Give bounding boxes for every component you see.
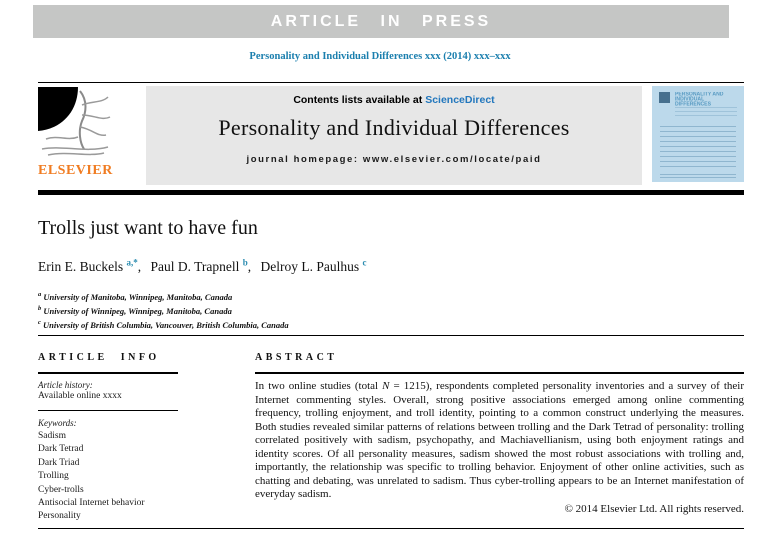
affiliation-c bbox=[38, 317, 289, 331]
abstract-heading: ABSTRACT bbox=[255, 352, 338, 363]
author-2-name: Paul D. Trapnell bbox=[150, 258, 240, 274]
author-1 bbox=[38, 259, 141, 274]
journal-header-box bbox=[146, 86, 642, 185]
abstract-text-prefix: In two online studies (total bbox=[255, 380, 383, 392]
author-2-separator: , bbox=[247, 258, 252, 274]
elsevier-logo-block bbox=[38, 87, 138, 184]
article-history-label: Article history: bbox=[38, 380, 93, 390]
affiliation-c-text: University of British Columbia, Vancouver, British Columbia, Canada bbox=[43, 319, 289, 330]
author-1-separator: , bbox=[137, 258, 142, 274]
author-2 bbox=[150, 259, 251, 274]
author-1-affil-marker[interactable]: a,* bbox=[126, 257, 138, 267]
keyword-item: Trolling bbox=[38, 471, 69, 482]
cover-contents-lines bbox=[660, 126, 736, 170]
article-info-rule bbox=[38, 372, 178, 374]
author-3-name: Delroy L. Paulhus bbox=[260, 258, 360, 274]
author-1-name: Erin E. Buckels bbox=[38, 258, 124, 274]
banner-text: ARTICLE IN PRESS bbox=[270, 12, 492, 30]
keyword-item: Dark Tetrad bbox=[38, 444, 84, 455]
elsevier-tree-icon bbox=[38, 87, 138, 161]
elsevier-wordmark: ELSEVIER bbox=[38, 163, 113, 178]
header-divider-bar bbox=[38, 190, 744, 195]
keywords-rule bbox=[38, 410, 178, 411]
contents-lists-line bbox=[146, 94, 642, 106]
author-2-affil-marker[interactable]: b bbox=[242, 257, 248, 267]
authors-line bbox=[38, 257, 367, 275]
affiliation-c-marker: c bbox=[38, 318, 41, 326]
journal-cover-thumbnail bbox=[652, 86, 744, 182]
keyword-item: Cyber-trolls bbox=[38, 484, 84, 495]
affiliation-a-marker: a bbox=[38, 291, 42, 298]
abstract-n-symbol: N bbox=[382, 380, 390, 392]
author-3 bbox=[261, 259, 367, 274]
cover-footer-lines bbox=[660, 174, 736, 178]
affiliation-b-text: University of Winnipeg, Winnipeg, Manitoba, Canada bbox=[43, 305, 232, 316]
bottom-rule bbox=[38, 528, 744, 529]
affiliation-a bbox=[38, 289, 289, 303]
keyword-item: Dark Triad bbox=[38, 457, 80, 468]
cover-logo-icon bbox=[659, 92, 670, 103]
abstract-text bbox=[255, 380, 744, 502]
journal-citation-line: Personality and Individual Differences xxx (2014) xxx–xxx bbox=[249, 51, 511, 62]
keywords-list bbox=[38, 430, 244, 524]
article-in-press-banner bbox=[33, 5, 729, 38]
sciencedirect-link[interactable]: ScienceDirect bbox=[425, 94, 495, 106]
copyright-line: © 2014 Elsevier Ltd. All rights reserved. bbox=[564, 502, 744, 515]
journal-homepage-link[interactable]: journal homepage: www.elsevier.com/locate/paid bbox=[246, 154, 542, 165]
abstract-text-rest: = 1215), respondents completed personality inventories and a survey of their Internet commenting styles. Overall, strong positive associations emerged among online commenting frequency, trolling enjoyment, and troll identity, pointing to a common construct underlying the measures. Both studies revealed similar patterns of relations between trolling and the Dark Tetrad of personality: trolling correlated positively with sadism, psychopathy, and Machiavellianism, using both enjoyment ratings and identity scores. Of all personality measures, sadism showed the most robust associations with trolling and, importantly, the relationship was specific to trolling behavior. Enjoyment of other online activities, such as chatting and debating, was unrelated to sadism. Thus cyber-trolling appears to be an Internet manifestation of everyday sadism. bbox=[255, 380, 744, 500]
cover-subtitle-lines bbox=[675, 107, 737, 119]
article-title: Trolls just want to have fun bbox=[38, 217, 258, 239]
article-info-column bbox=[38, 352, 244, 524]
keyword-item: Personality bbox=[38, 511, 81, 522]
abstract-section-top-rule bbox=[38, 335, 744, 336]
keyword-item: Antisocial Internet behavior bbox=[38, 498, 145, 509]
keyword-item: Sadism bbox=[38, 431, 66, 441]
abstract-rule bbox=[255, 372, 744, 374]
author-3-affil-marker[interactable]: c bbox=[362, 257, 367, 267]
affiliation-b bbox=[38, 303, 289, 317]
keywords-label: Keywords: bbox=[38, 418, 77, 428]
top-rule bbox=[38, 82, 744, 83]
affiliation-a-text: University of Manitoba, Winnipeg, Manitoba, Canada bbox=[43, 291, 233, 302]
contents-prefix: Contents lists available at bbox=[293, 94, 426, 106]
article-info-heading: ARTICLE INFO bbox=[38, 352, 160, 363]
article-history-value: Available online xxxx bbox=[38, 391, 122, 401]
affiliation-b-marker: b bbox=[38, 304, 42, 312]
journal-title: Personality and Individual Differences bbox=[218, 115, 570, 140]
abstract-column bbox=[255, 352, 744, 515]
cover-title: PERSONALITY AND INDIVIDUAL DIFFERENCES bbox=[675, 92, 724, 108]
affiliations-block bbox=[38, 289, 289, 330]
